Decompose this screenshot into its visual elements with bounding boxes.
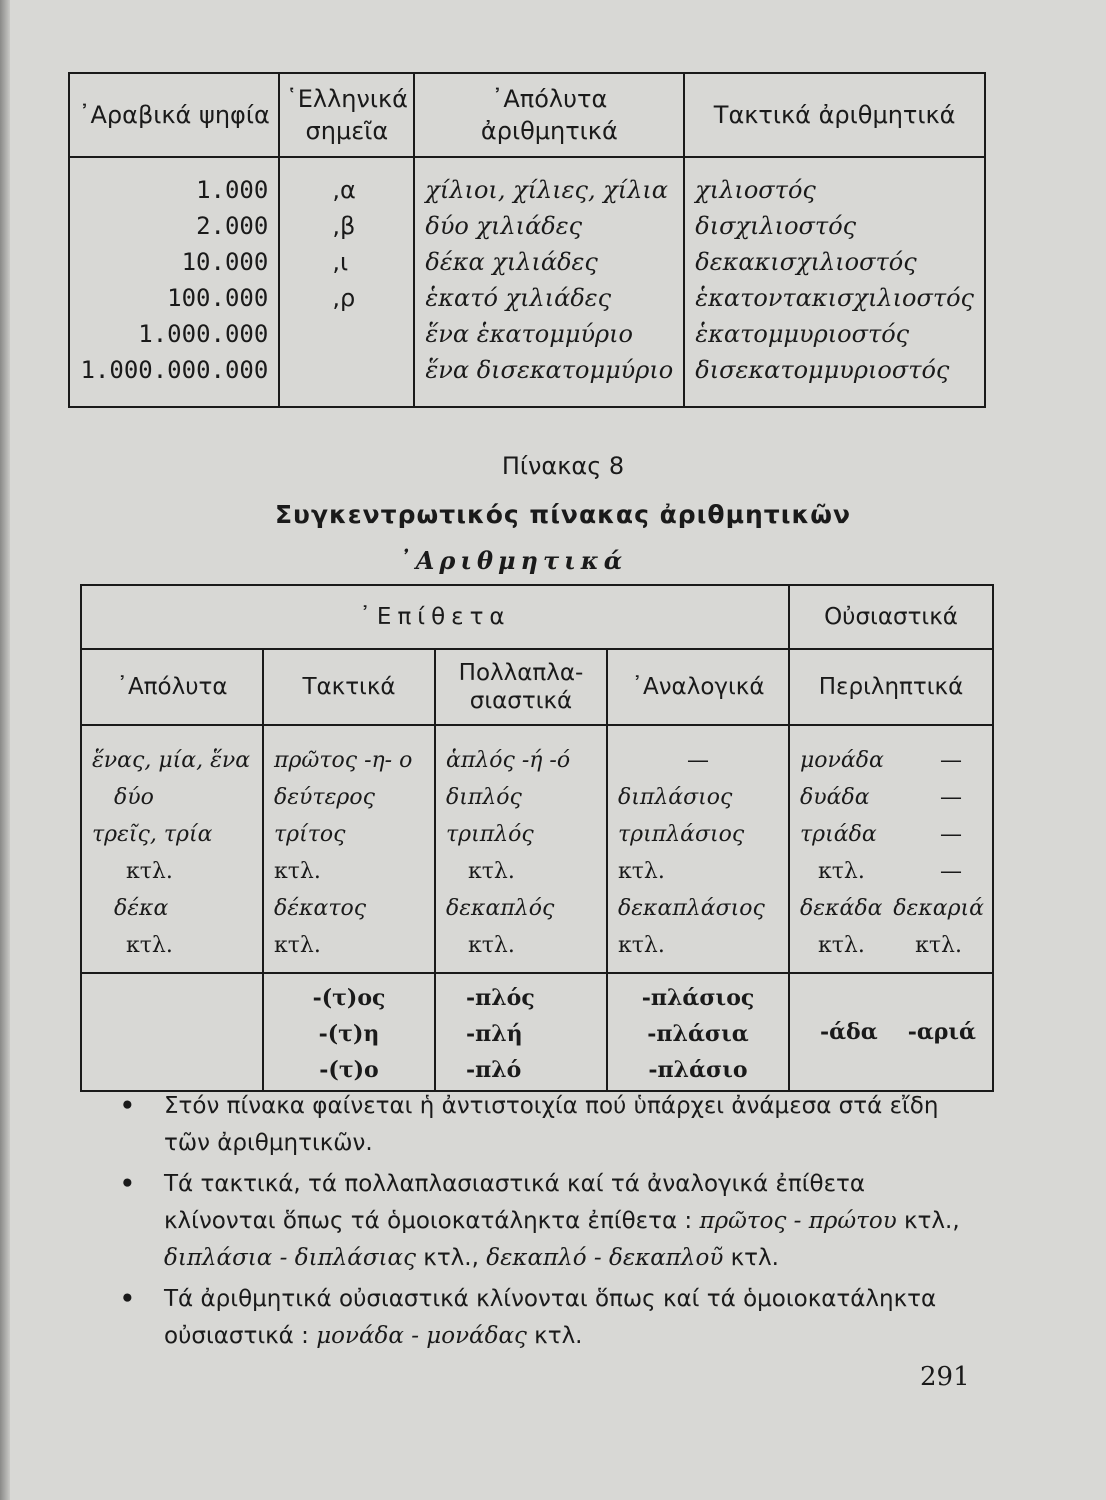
absolute-entry: κτλ. [126,933,173,958]
header-collective: Περιληπτικά [789,649,993,725]
table1-header-ordinal: Τακτικά ἀριθμητικά [684,73,985,157]
collective-row [800,890,984,927]
collective-variant: — [940,822,962,847]
arabic-digits-column [69,157,279,407]
ending: -πλός [466,985,535,1011]
note-text: Τά τακτικά, τά πολλαπλασιαστικά καί τά ἀναλογικά ἐπίθετα κλίνονται ὅπως τά ὁμοιοκατάληκτα ἐπίθετα : [164,1171,866,1234]
collective-noun: κτλ. [818,859,865,884]
absolute-numeral: ἑκατό χιλιάδες [425,284,612,312]
multiplicative-cell [435,725,607,973]
ordinal-entry: δέκατος [274,896,367,921]
collective-noun: τριάδα [800,822,877,847]
greek-sign: ,α [332,176,356,204]
note-text: κτλ., [423,1245,479,1271]
header-multiplicative: Πολλαπλα-σιαστικά [435,649,607,725]
proportional-entry: διπλάσιος [618,785,733,810]
collective-variant: — [940,785,962,810]
page-number: 291 [920,1362,970,1392]
ordinal-numeral: ἑκατοντακισχιλιοστός [695,284,974,312]
absolute-entry: δέκα [114,896,169,921]
endings-multiplicative [435,973,607,1091]
table1-header-absolute: ᾿Απόλυτα ἀριθμητικά [414,73,684,157]
absolute-entry: δύο [114,785,154,810]
absolute-numeral: δύο χιλιάδες [425,212,583,240]
collective-cell [789,725,993,973]
header-ordinal: Τακτικά [263,649,435,725]
ordinal-entry: τρίτος [274,822,346,847]
note-3 [120,1281,980,1355]
note-example: μονάδα - μονάδας [316,1323,527,1349]
ordinal-entry: κτλ. [274,859,321,884]
greek-sign: ,ι [332,248,349,276]
ending: -πλάσιο [648,1057,748,1083]
absolute-entry: τρεῖς, τρία [92,822,213,847]
header-absolute: ᾿Απόλυτα [81,649,263,725]
collective-variant: δεκαριά [893,896,984,921]
ending: -(τ)η [318,1021,380,1047]
note-text: Στόν πίνακα φαίνεται ἡ ἀντιστοιχία πού ὑπάρχει ἀνάμεσα στά εἴδη τῶν ἀριθμητικῶν. [164,1093,939,1156]
arabic-value: 1.000 [196,176,269,204]
note-text: Τά ἀριθμητικά οὐσιαστικά κλίνονται ὅπως καί τά ὁμοιοκατάληκτα οὐσιαστικά : [164,1286,937,1349]
ordinal-numeral: ἑκατομμυριοστός [695,320,910,348]
ending: -άδα [820,1019,878,1045]
collective-row [800,779,962,816]
proportional-entry: δεκαπλάσιος [618,896,765,921]
table2-group-row [81,585,993,649]
ordinal-numeral: χιλιοστός [695,176,816,204]
arabic-value: 100.000 [167,284,269,312]
greek-signs-column [279,157,414,407]
ending: -πλή [466,1021,523,1047]
ordinal-entry: δεύτερος [274,785,375,810]
absolute-entry: κτλ. [126,859,173,884]
ordinal-numerals-column [684,157,985,407]
note-example: διπλάσια - διπλάσιας [164,1245,416,1271]
note-text: κτλ. [730,1245,779,1271]
multiplicative-entry: ἁπλός -ή -ό [446,748,571,773]
notes-section [120,1088,980,1359]
greek-sign: ,β [332,212,356,240]
multiplicative-entry: κτλ. [468,933,515,958]
table1-header-greek: ῾Ελληνικά σημεῖα [279,73,414,157]
ending: -(τ)ο [319,1057,379,1083]
collective-row [800,816,962,853]
greek-sign: ,ρ [332,284,356,312]
collective-variant: κτλ. [915,933,962,958]
table2-body-row [81,725,993,973]
absolute-cell [81,725,263,973]
endings-collective [789,973,993,1091]
ordinal-numeral: δισεκατομμυριοστός [695,356,950,384]
table1-header-arabic: ᾿Αραβικά ψηφία [69,73,279,157]
arabic-value: 10.000 [181,248,269,276]
table1-body-row [69,157,985,407]
collective-endings-row [820,1014,976,1050]
note-text: κτλ., [904,1208,960,1234]
group-header-adjectives: ᾿Επίθετα [81,585,789,649]
collective-variant: — [940,748,962,773]
ending: -πλό [466,1057,522,1083]
bullet: • [120,1093,135,1119]
ordinal-numeral: δισχιλιοστός [695,212,857,240]
note-text: κτλ. [534,1323,583,1349]
ending: -πλάσια [647,1021,749,1047]
numerals-summary-table [80,584,994,1092]
table2-endings-row [81,973,993,1091]
endings-ordinal [263,973,435,1091]
ordinal-numeral: δεκακισχιλιοστός [695,248,917,276]
collective-noun: μονάδα [800,748,884,773]
table2-header-row [81,649,993,725]
note-2 [120,1166,980,1277]
table-subtitle: ᾿Αριθμητικά [398,546,628,575]
absolute-numeral: ἕνα ἑκατομμύριο [425,320,633,348]
table1-header-row [69,73,985,157]
ordinal-entry: κτλ. [274,933,321,958]
proportional-entry: κτλ. [618,859,665,884]
collective-noun: κτλ. [818,933,865,958]
numerals-thousands-table [68,72,986,408]
collective-noun: δυάδα [800,785,870,810]
arabic-value: 1.000.000.000 [80,356,269,384]
arabic-value: 1.000.000 [138,320,269,348]
ending: -αριά [907,1019,976,1045]
multiplicative-entry: τριπλός [446,822,534,847]
bullet: • [120,1171,135,1197]
group-header-nouns: Οὐσιαστικά [789,585,993,649]
absolute-numeral: δέκα χιλιάδες [425,248,598,276]
collective-row [800,742,962,779]
page-edge [0,0,10,1500]
endings-proportional [607,973,789,1091]
proportional-entry: — [687,748,709,773]
absolute-numerals-column [414,157,684,407]
proportional-entry: κτλ. [618,933,665,958]
ending: -(τ)ος [312,985,386,1011]
table-label: Πίνακας 8 [501,452,625,480]
multiplicative-entry: δεκαπλός [446,896,555,921]
note-example: δεκαπλό - δεκαπλοῦ [486,1245,724,1271]
collective-noun: δεκάδα [800,896,883,921]
multiplicative-entry: διπλός [446,785,522,810]
proportional-cell [607,725,789,973]
note-example: πρῶτος - πρώτου [699,1208,897,1234]
ordinal-cell [263,725,435,973]
absolute-entry: ἕνας, μία, ἕνα [92,748,251,773]
note-1 [120,1088,980,1162]
absolute-numeral: χίλιοι, χίλιες, χίλια [425,176,669,204]
collective-row [800,853,962,890]
table-title: Συγκεντρωτικός πίνακας ἀριθμητικῶν [274,500,851,529]
absolute-numeral: ἕνα δισεκατομμύριο [425,356,674,384]
collective-row [800,927,962,964]
multiplicative-entry: κτλ. [468,859,515,884]
bullet: • [120,1286,135,1312]
collective-variant: — [940,859,962,884]
arabic-value: 2.000 [196,212,269,240]
endings-absolute-empty [81,973,263,1091]
ordinal-entry: πρῶτος -η- ο [274,748,413,773]
proportional-entry: τριπλάσιος [618,822,745,847]
header-proportional: ᾿Αναλογικά [607,649,789,725]
ending: -πλάσιος [641,985,755,1011]
